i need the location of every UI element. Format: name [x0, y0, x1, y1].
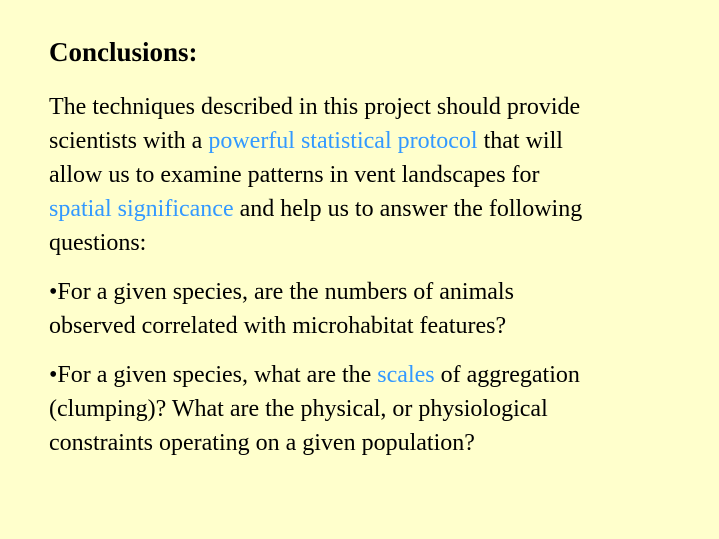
- highlight-statistical-protocol: powerful statistical protocol: [208, 128, 478, 154]
- highlight-spatial-significance: spatial significance: [49, 196, 234, 222]
- highlight-scales: scales: [377, 362, 435, 388]
- slide-title: Conclusions:: [49, 37, 198, 67]
- intro-line-1: The techniques described in this project should provide: [49, 94, 581, 120]
- bullet-2-line-2: (clumping)? What are the physical, or physiological: [49, 396, 548, 422]
- intro-text: scientists with a: [49, 128, 209, 154]
- intro-line-4: [49, 192, 689, 226]
- bullet-1-line-1: •For a given species, are the numbers of animals: [49, 279, 514, 305]
- intro-line-5: questions:: [49, 230, 147, 256]
- bullet-item-1: [49, 275, 689, 343]
- intro-paragraph: [49, 90, 689, 260]
- intro-text: that will: [477, 128, 563, 154]
- bullet-2-line-3: constraints operating on a given population?: [49, 430, 475, 456]
- intro-text: and help us to answer the following: [233, 196, 583, 222]
- bullet-item-2: [49, 358, 689, 460]
- bullet-text: •For a given species, what are the: [49, 362, 378, 388]
- intro-line-2: [49, 124, 689, 158]
- intro-line-3: allow us to examine patterns in vent landscapes for: [49, 162, 540, 188]
- bullet-2-line-1: [49, 358, 689, 392]
- bullet-text: of aggregation: [434, 362, 580, 388]
- bullet-1-line-2: observed correlated with microhabitat features?: [49, 313, 507, 339]
